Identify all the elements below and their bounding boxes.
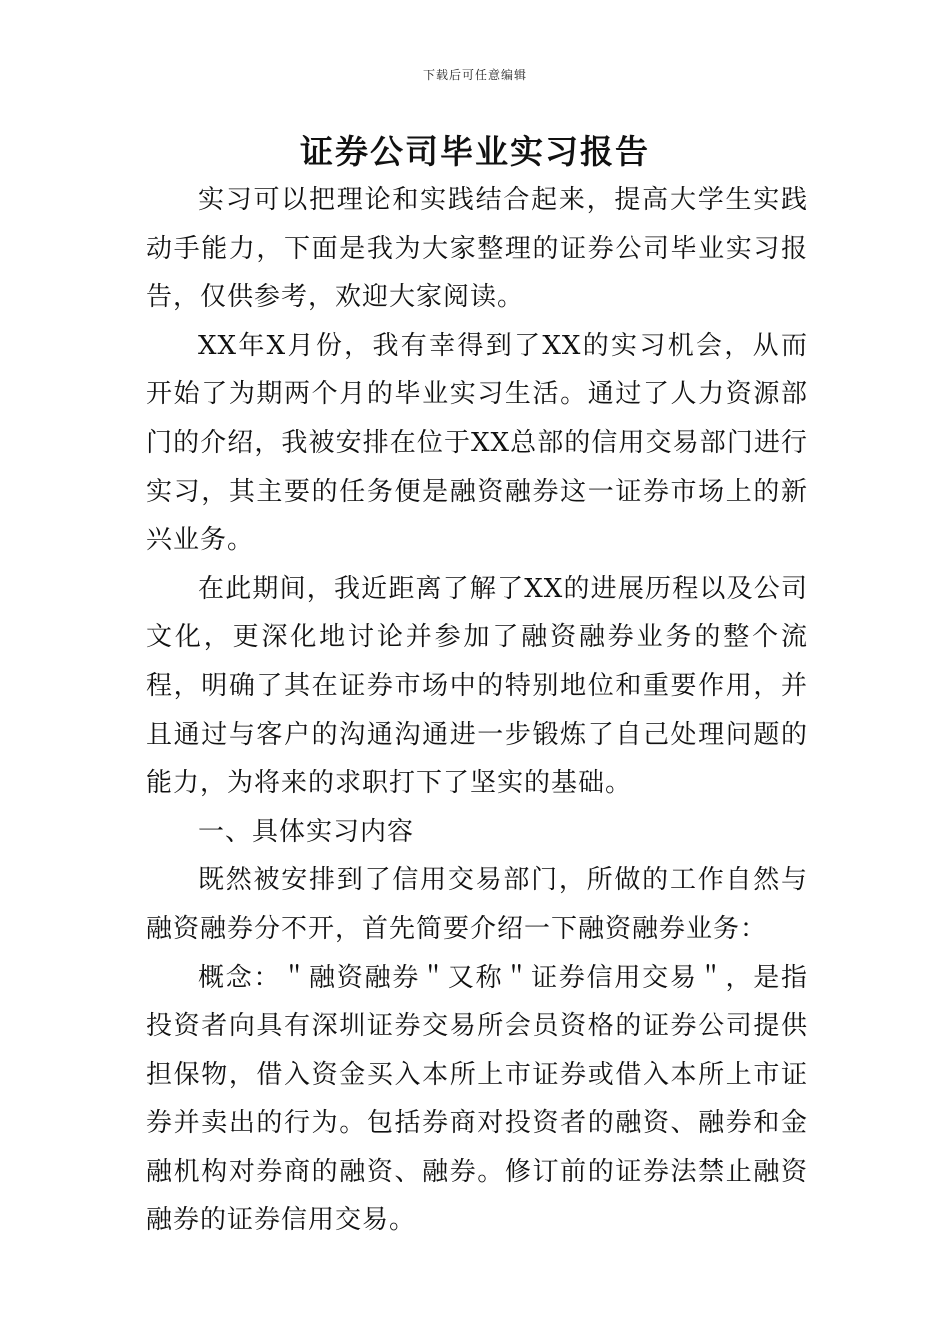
paragraph-concept: 概念：＂融资融券＂又称＂证券信用交易＂，是指投资者向具有深圳证券交易所会员资格的证券公司提供担保物，借入资金买入本所上市证券或借入本所上市证券并卖出的行为。包括券商对投资者的融资、融券和金融机构对券商的融资、融券。修订前的证券法禁止融资融券的证券信用交易。 <box>146 962 808 1236</box>
section-heading-content: 一、具体实习内容 <box>198 816 415 847</box>
paragraph-intro: 实习可以把理论和实践结合起来，提高大学生实践动手能力，下面是我为大家整理的证券公司毕业实习报告，仅供参考，欢迎大家阅读。 <box>146 185 808 313</box>
header-note: 下载后可任意编辑 <box>422 68 527 82</box>
document-body <box>146 176 808 1245</box>
document-title: 证券公司毕业实习报告 <box>300 132 650 171</box>
paragraph-internship-start: XX年X月份，我有幸得到了XX的实习机会，从而开始了为期两个月的毕业实习生活。通过了人力资源部门的介绍，我被安排在位于XX总部的信用交易部门进行实习，其主要的任务便是融资融券这一证券市场上的新兴业务。 <box>146 330 808 556</box>
paragraph-internship-period: 在此期间，我近距离了解了XX的进展历程以及公司文化，更深化地讨论并参加了融资融券业务的整个流程，明确了其在证券市场中的特别地位和重要作用，并且通过与客户的沟通沟通进一步锻炼了自己处理问题的能力，为将来的求职打下了坚实的基础。 <box>146 573 808 799</box>
paragraph-work-overview: 既然被安排到了信用交易部门，所做的工作自然与融资融券分不开，首先简要介绍一下融资融券业务： <box>146 865 808 944</box>
